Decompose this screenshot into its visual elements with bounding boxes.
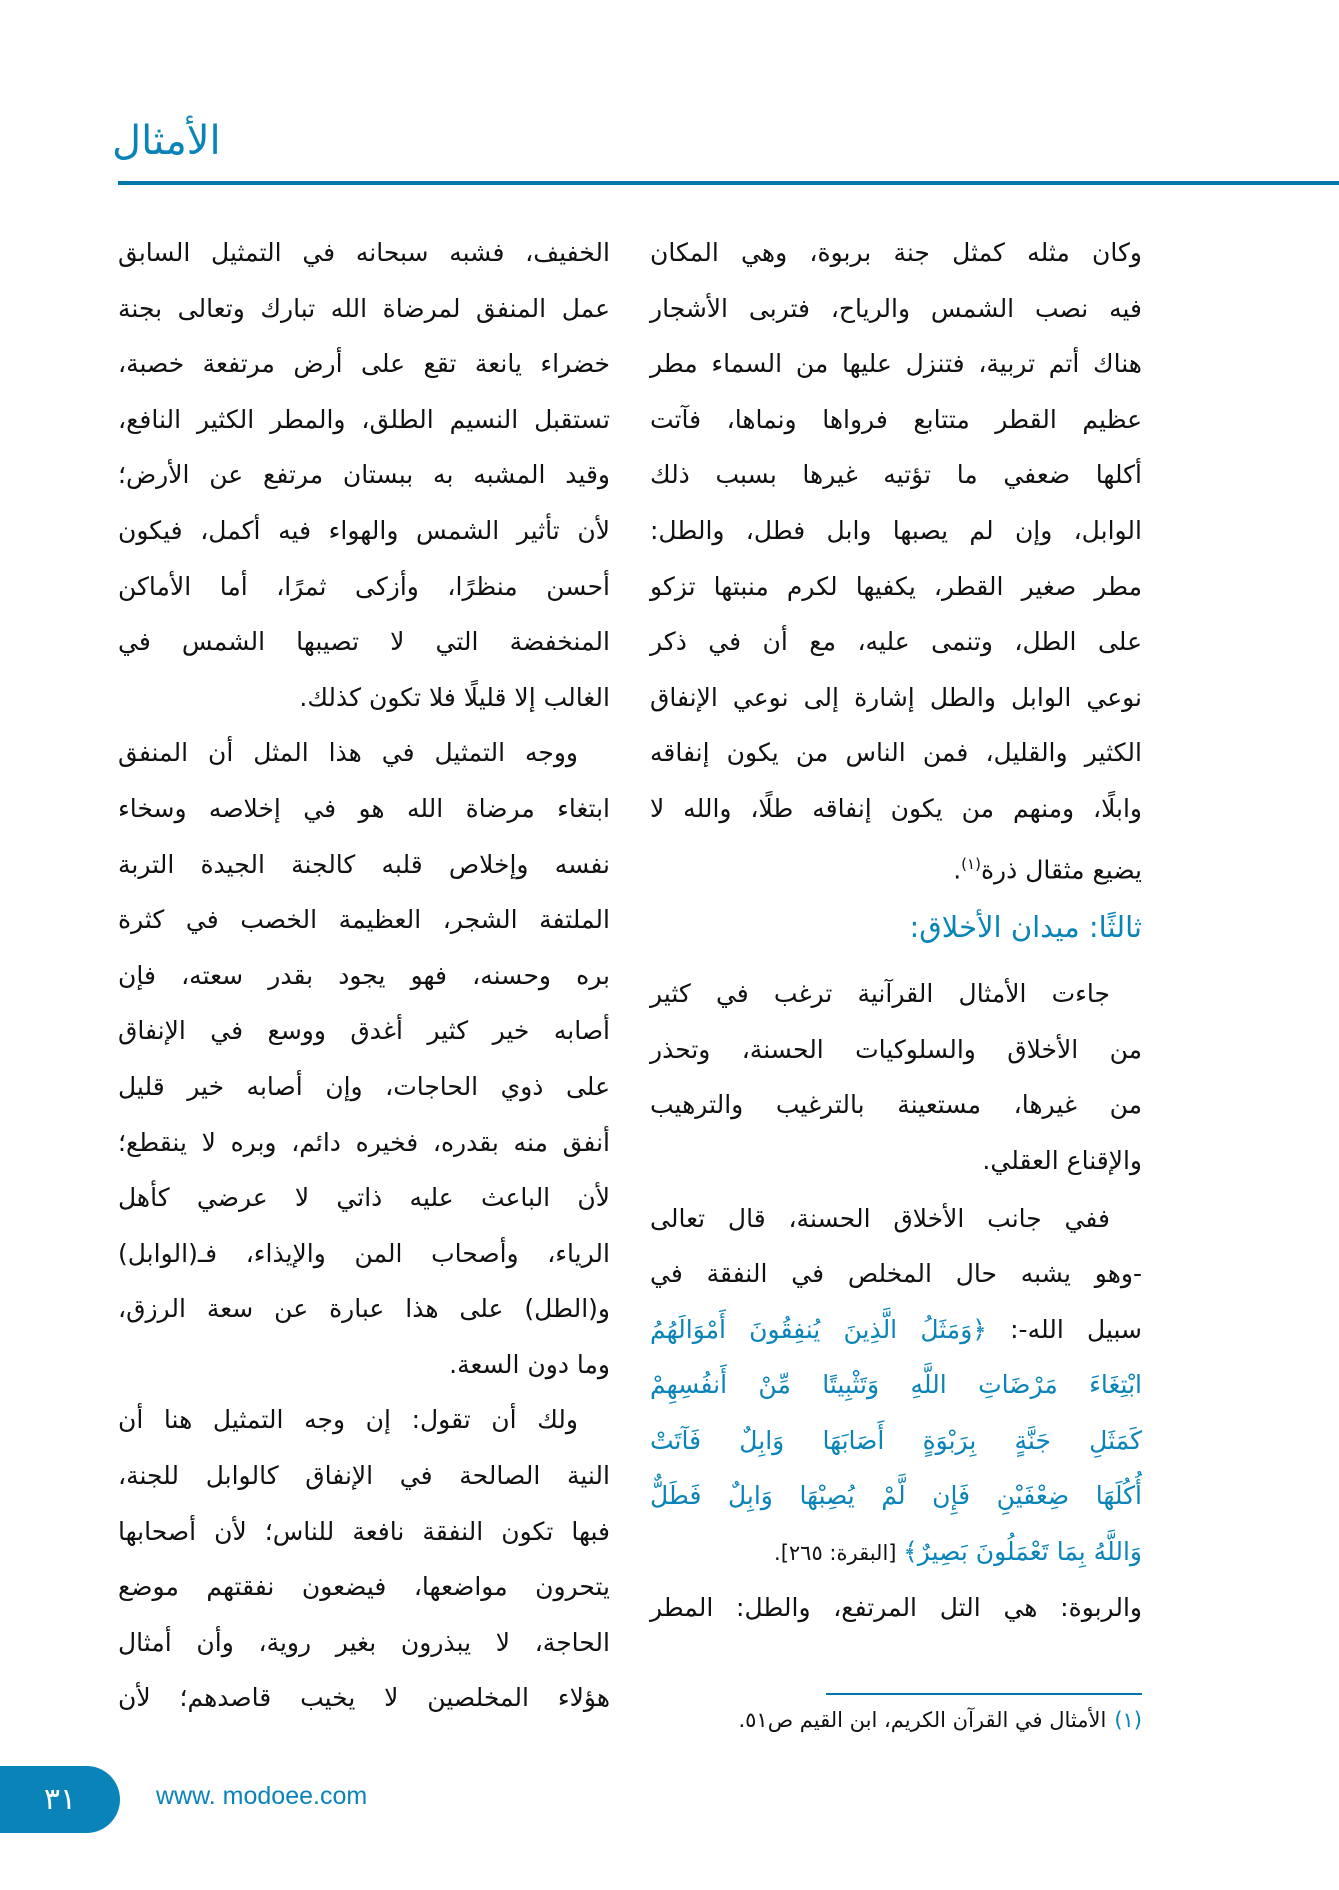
line-text: على الطل، وتنمى عليه، مع أن في ذكر (650, 627, 1142, 657)
text-line (118, 670, 610, 726)
line-text: الرياء، وأصحاب المن والإيذاء، فـ(الوابل) (118, 1238, 610, 1268)
text-line (118, 1615, 610, 1671)
line-text: فبها تكون النفقة نافعة للناس؛ لأن أصحابها (118, 1516, 610, 1546)
text-line (118, 503, 610, 559)
line-text: أُكُلَهَا ضِعْفَيْنِ فَإِن لَّمْ يُصِبْهَا وَابِلٌ فَطَلٌّ (650, 1481, 1142, 1511)
line-text: والربوة: هي التل المرتفع، والطل: المطر (650, 1592, 1142, 1622)
section-heading (650, 892, 1142, 962)
text-line (118, 892, 610, 948)
text-line (650, 614, 1142, 670)
line-text: . (953, 854, 962, 884)
line-text: ابتغاء مرضاة الله هو في إخلاصه وسخاء (118, 793, 610, 823)
line-text: وابلًا، ومنهم من يكون إنفاقه طلًا، والله لا (650, 793, 1142, 823)
text-line (118, 281, 610, 337)
line-text: يتحرون مواضعها، فيضعون نفقتهم موضع (118, 1572, 610, 1602)
text-line (118, 1281, 610, 1337)
line-text: أنفق منه بقدره، فخيره دائم، وبره لا ينقطع؛ (118, 1127, 610, 1157)
line-text: الغالب إلا قليلًا فلا تكون كذلك. (299, 682, 610, 712)
line-text: و(الطل) على هذا عبارة عن سعة الرزق، (118, 1294, 610, 1324)
line-text: الكثير والقليل، فمن الناس من يكون إنفاقه (650, 738, 1142, 768)
line-text: أحسن منظرًا، وأزكى ثمرًا، أما الأماكن (118, 571, 610, 601)
text-line (650, 336, 1142, 392)
line-text: عظيم القطر متتابع فرواها ونماها، فآتت (650, 404, 1142, 434)
line-text: على ذوي الحاجات، وإن أصابه خير قليل (118, 1071, 610, 1101)
header-rule (118, 181, 1339, 185)
footnote (738, 1708, 1142, 1732)
line-text: خضراء يانعة تقع على أرض مرتفعة خصبة، (118, 349, 610, 379)
line-text: نفسه وإخلاص قلبه كالجنة الجيدة التربة (118, 849, 610, 879)
line-text: النية الصالحة في الإنفاق كالوابل للجنة، (118, 1461, 610, 1491)
text-line (650, 725, 1142, 781)
line-text: -وهو يشبه حال المخلص في النفقة في (650, 1259, 1142, 1289)
text-line (118, 1059, 610, 1115)
line-text: ففي جانب الأخلاق الحسنة، قال تعالى (650, 1203, 1110, 1233)
text-line (650, 1133, 1142, 1189)
line-text: عمل المنفق لمرضاة الله تبارك وتعالى بجنة (118, 293, 610, 323)
line-text: الحاجة، لا يبذرون بغير روية، وأن أمثال (118, 1627, 610, 1657)
line-text: بره وحسنه، فهو يجود بقدر سعته، فإن (118, 960, 610, 990)
line-text: يضيع مثقال ذرة (980, 854, 1142, 884)
text-line (118, 1337, 610, 1393)
text-line (118, 1559, 610, 1615)
text-line (650, 1413, 1142, 1469)
line-text: ثالثًا: ميدان الأخلاق: (909, 910, 1142, 945)
left-column (118, 225, 610, 1726)
text-line (650, 1191, 1142, 1247)
line-text: كَمَثَلِ جَنَّةٍ بِرَبْوَةٍ أَصَابَهَا وَابِلٌ فَآتَتْ (650, 1425, 1142, 1455)
text-line (118, 614, 610, 670)
text-line (118, 1504, 610, 1560)
line-text: لأن تأثير الشمس والهواء فيه أكمل، فيكون (118, 515, 610, 545)
text-line (650, 837, 1142, 893)
text-line (118, 948, 610, 1004)
text-line (118, 225, 610, 281)
running-title: الأمثال (112, 118, 221, 164)
verse-reference: [البقرة: ٢٦٥]. (774, 1541, 904, 1566)
text-line (650, 1468, 1142, 1524)
line-text: المنخفضة التي لا تصيبها الشمس في (118, 627, 610, 657)
text-line (650, 781, 1142, 837)
text-line (650, 1246, 1142, 1302)
line-text: لأن الباعث عليه ذاتي لا عرضي كأهل (118, 1183, 610, 1213)
line-text: وما دون السعة. (449, 1349, 610, 1379)
text-line (650, 670, 1142, 726)
text-line (650, 1022, 1142, 1078)
line-text: سبيل الله-: (986, 1314, 1142, 1344)
text-line (650, 447, 1142, 503)
line-text: نوعي الوابل والطل إشارة إلى نوعي الإنفاق (650, 682, 1142, 712)
line-text: هناك أتم تربية، فتنزل عليها من السماء مطر (650, 349, 1142, 379)
text-line (118, 1448, 610, 1504)
line-text: ولك أن تقول: إن وجه التمثيل هنا أن (118, 1405, 578, 1435)
footnote-text: الأمثال في القرآن الكريم، ابن القيم ص٥١. (738, 1708, 1107, 1732)
text-line (118, 336, 610, 392)
line-text: أصابه خير كثير أغدق ووسع في الإنفاق (118, 1016, 610, 1046)
line-text: جاءت الأمثال القرآنية ترغب في كثير (650, 979, 1110, 1009)
line-text: ووجه التمثيل في هذا المثل أن المنفق (118, 738, 578, 768)
quran-verse: ﴿وَمَثَلُ الَّذِينَ يُنفِقُونَ أَمْوَالَهُمُ (650, 1314, 987, 1344)
text-line (650, 1357, 1142, 1413)
footnote-divider (826, 1693, 1142, 1695)
text-line (118, 447, 610, 503)
line-text: أكلها ضعفي ما تؤتيه غيرها بسبب ذلك (650, 460, 1142, 490)
text-line (650, 1580, 1142, 1636)
text-line (118, 1670, 610, 1726)
line-text: الخفيف، فشبه سبحانه في التمثيل السابق (118, 238, 610, 267)
text-line (650, 559, 1142, 615)
line-text: الملتفة الشجر، العظيمة الخصب في كثرة (118, 905, 610, 935)
footnote-ref: (١) (961, 854, 981, 873)
quran-verse: وَاللَّهُ بِمَا تَعْمَلُونَ بَصِيرٌ﴾ (903, 1537, 1142, 1567)
text-line (118, 725, 610, 781)
text-line (650, 281, 1142, 337)
line-text: من الأخلاق والسلوكيات الحسنة، وتحذر (650, 1034, 1142, 1064)
line-text: وكان مثله كمثل جنة بربوة، وهي المكان (650, 238, 1142, 267)
text-line (650, 1302, 1142, 1358)
text-line (118, 559, 610, 615)
line-text: فيه نصب الشمس والرياح، فتربى الأشجار (650, 293, 1142, 323)
text-line (650, 392, 1142, 448)
text-line (118, 837, 610, 893)
line-text: مطر صغير القطر، يكفيها لكرم منبتها تزكو (650, 571, 1142, 601)
page-number: ٣١ (0, 1766, 120, 1833)
text-line (118, 1226, 610, 1282)
line-text: وقيد المشبه به ببستان مرتفع عن الأرض؛ (118, 460, 610, 490)
text-line (650, 966, 1142, 1022)
right-column (650, 225, 1142, 1635)
line-text: ابْتِغَاءَ مَرْضَاتِ اللَّهِ وَتَثْبِيتًا مِّنْ أَنفُسِهِمْ (650, 1370, 1142, 1400)
website-link[interactable]: www. modoee.com (156, 1782, 368, 1810)
text-line (118, 781, 610, 837)
text-line (650, 1524, 1142, 1580)
text-line (118, 392, 610, 448)
text-line (118, 1392, 610, 1448)
footnote-number: (١) (1114, 1708, 1142, 1732)
line-text: الوابل، وإن لم يصبها وابل فطل، والطل: (650, 515, 1142, 545)
text-line (118, 1170, 610, 1226)
line-text: هؤلاء المخلصين لا يخيب قاصدهم؛ لأن (118, 1683, 610, 1713)
text-line (650, 1077, 1142, 1133)
line-text: والإقناع العقلي. (982, 1145, 1142, 1175)
text-line (118, 1115, 610, 1171)
text-line (650, 225, 1142, 281)
text-line (650, 503, 1142, 559)
line-text: من غيرها، مستعينة بالترغيب والترهيب (650, 1090, 1142, 1120)
line-text: تستقبل النسيم الطلق، والمطر الكثير النافع، (118, 404, 610, 434)
text-line (118, 1003, 610, 1059)
